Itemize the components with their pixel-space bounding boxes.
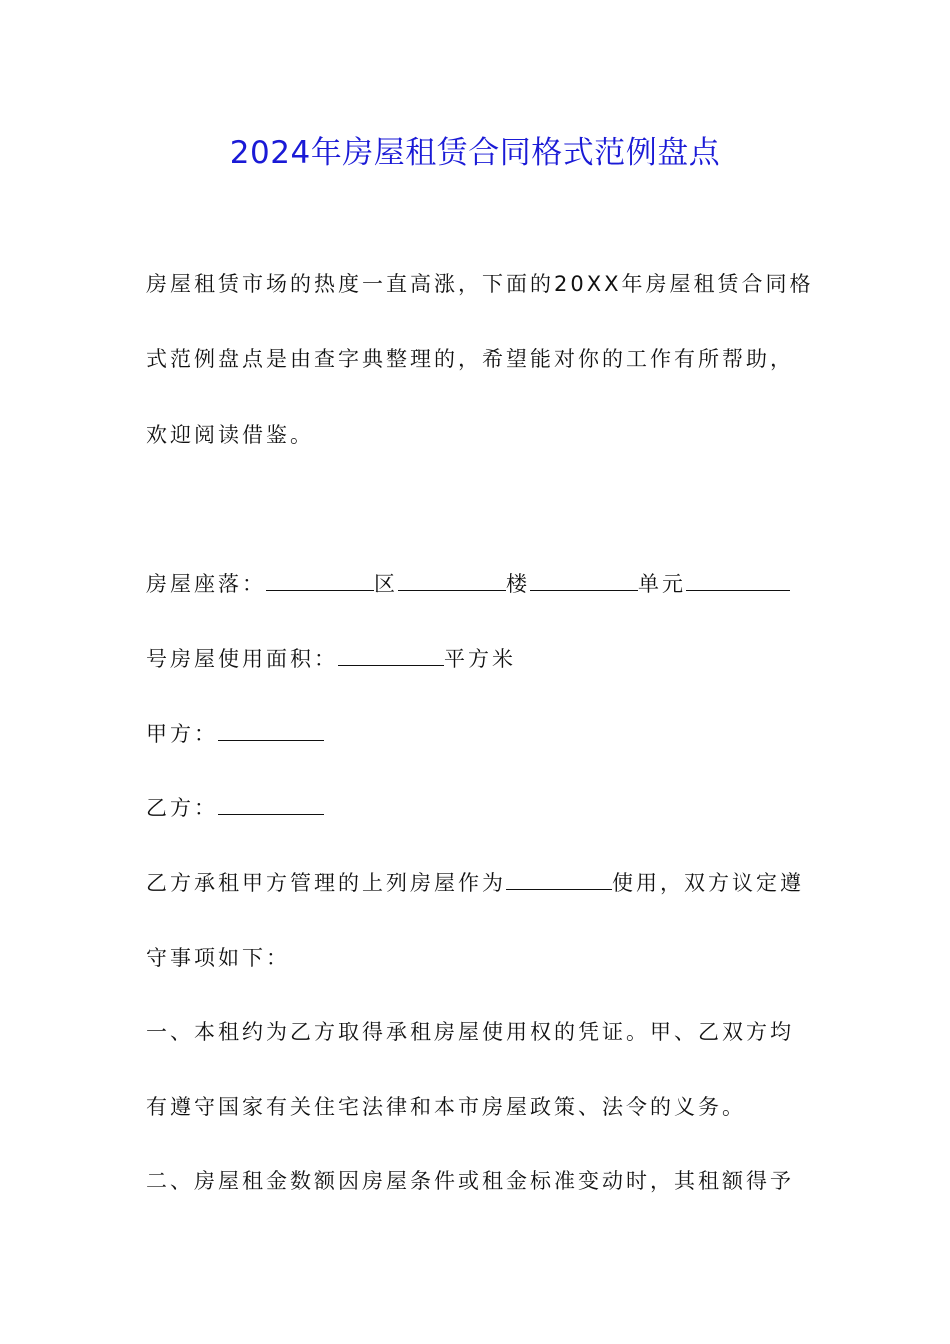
clause-1-line-1: 一、本租约为乙方取得承租房屋使用权的凭证。甲、乙双方均	[146, 1020, 794, 1044]
usage-text-1: 乙方承租甲方管理的上列房屋作为	[146, 871, 506, 895]
location-line	[146, 569, 790, 599]
blank-field	[266, 570, 374, 591]
building-label: 楼	[506, 572, 530, 596]
intro-line-1: 房屋租赁市场的热度一直高涨，下面的20XX年房屋租赁合同格	[146, 272, 814, 296]
area-label: 号房屋使用面积：	[146, 647, 338, 671]
document-title: 2024年房屋租赁合同格式范例盘点	[229, 135, 721, 171]
unit-label: 单元	[638, 572, 686, 596]
blank-field	[338, 645, 444, 666]
blank-field	[398, 570, 506, 591]
party-a-label: 甲方：	[146, 722, 218, 746]
usage-line-2: 守事项如下：	[146, 946, 290, 970]
party-a-line	[146, 719, 324, 749]
clause-1-line-2: 有遵守国家有关住宅法律和本市房屋政策、法令的义务。	[146, 1095, 746, 1119]
blank-field	[530, 570, 638, 591]
party-b-label: 乙方：	[146, 796, 218, 820]
usage-line-1	[146, 868, 804, 898]
district-label: 区	[374, 572, 398, 596]
intro-line-3: 欢迎阅读借鉴。	[146, 423, 314, 447]
area-unit: 平方米	[444, 647, 516, 671]
area-line	[146, 644, 516, 674]
blank-field	[686, 570, 790, 591]
location-label: 房屋座落：	[146, 572, 266, 596]
clause-2-line-1: 二、房屋租金数额因房屋条件或租金标准变动时，其租额得予	[146, 1169, 794, 1193]
usage-text-2: 使用，双方议定遵	[612, 871, 804, 895]
party-b-line	[146, 793, 324, 823]
blank-field	[218, 720, 324, 741]
blank-field	[218, 794, 324, 815]
intro-line-2: 式范例盘点是由查字典整理的，希望能对你的工作有所帮助，	[146, 347, 794, 371]
blank-field	[506, 869, 612, 890]
